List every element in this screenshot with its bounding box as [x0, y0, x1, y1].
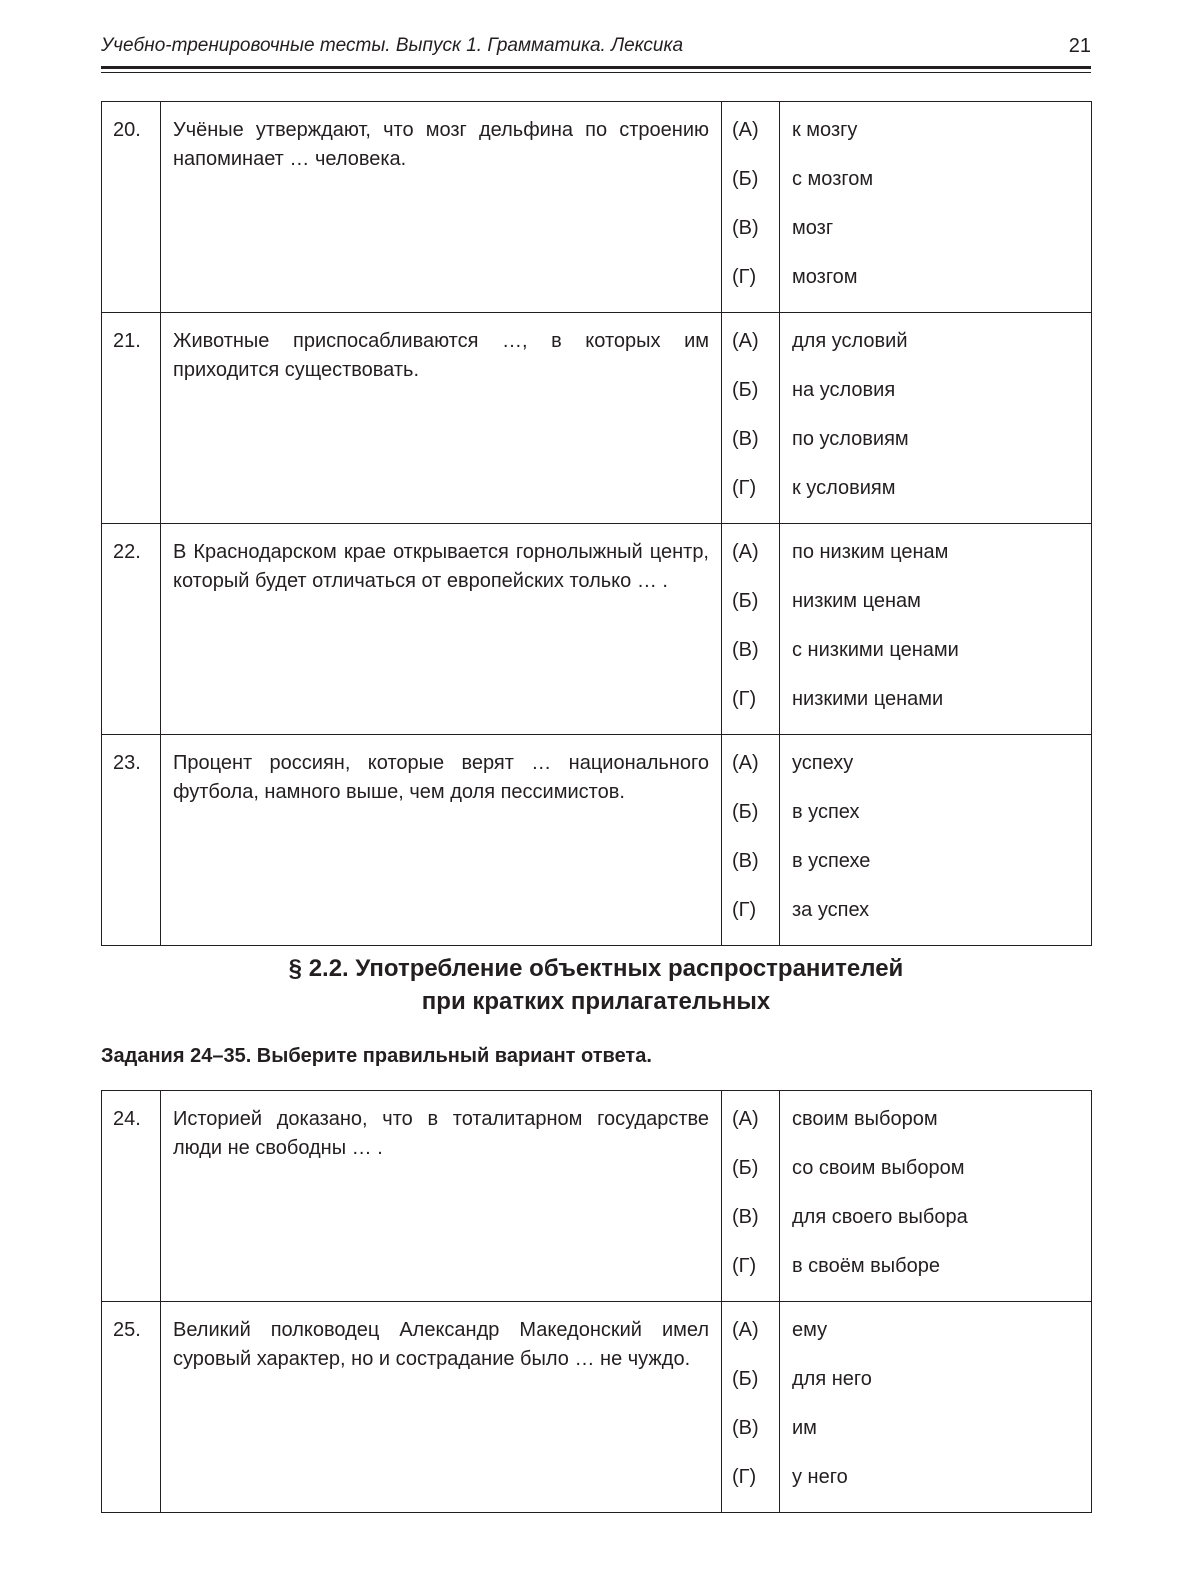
option-letter: (Г)	[732, 266, 757, 288]
option-answer: мозг	[792, 217, 834, 239]
option-letter: (Г)	[732, 899, 757, 921]
option-answer: в успех	[792, 801, 860, 823]
header-rule-thin	[101, 72, 1091, 73]
question-row	[102, 313, 1092, 524]
section-title	[101, 952, 1091, 1018]
question-row	[102, 524, 1092, 735]
section-title-line-1: § 2.2. Употребление объектных распространителей	[288, 955, 904, 982]
option-answers	[780, 735, 1092, 946]
question-number: 21.	[102, 313, 161, 524]
option-answer: с мозгом	[792, 168, 874, 190]
option-letter: (А)	[732, 1319, 759, 1341]
option-letter: (А)	[732, 752, 759, 774]
question-row	[102, 1091, 1092, 1302]
option-letters	[722, 1091, 780, 1302]
option-answer: им	[792, 1417, 817, 1439]
option-answer: успеху	[792, 752, 854, 774]
option-letter: (А)	[732, 1108, 759, 1130]
question-text: В Краснодарском крае открывается горнолыжный центр, который будет отличаться от европейских только … .	[161, 524, 722, 735]
option-letter: (Б)	[732, 1368, 759, 1390]
option-answer: в своём выборе	[792, 1255, 940, 1277]
option-answer: в успехе	[792, 850, 871, 872]
question-table-1	[101, 101, 1092, 946]
option-letter: (А)	[732, 330, 759, 352]
option-letter: (Г)	[732, 1255, 757, 1277]
option-answer: с низкими ценами	[792, 639, 959, 661]
option-answer: со своим выбором	[792, 1157, 965, 1179]
option-answer: по условиям	[792, 428, 909, 450]
page-number: 21	[1068, 35, 1091, 57]
question-text: Процент россиян, которые верят … национального футбола, намного выше, чем доля пессимистов.	[161, 735, 722, 946]
option-letter: (В)	[732, 850, 759, 872]
task-instruction: Задания 24–35. Выберите правильный вариант ответа.	[101, 1045, 652, 1067]
option-answer: за успех	[792, 899, 870, 921]
option-answer: низким ценам	[792, 590, 921, 612]
question-number: 22.	[102, 524, 161, 735]
option-letters	[722, 1302, 780, 1513]
option-letter: (Б)	[732, 379, 759, 401]
question-row	[102, 735, 1092, 946]
option-letter: (В)	[732, 1206, 759, 1228]
option-letter: (Б)	[732, 590, 759, 612]
question-table-2	[101, 1090, 1092, 1513]
question-text: Животные приспосабливаются …, в которых им приходится существовать.	[161, 313, 722, 524]
option-letters	[722, 524, 780, 735]
option-answer: на условия	[792, 379, 896, 401]
option-answers	[780, 313, 1092, 524]
page-header	[101, 32, 1091, 60]
option-answer: для него	[792, 1368, 872, 1390]
option-letter: (В)	[732, 1417, 759, 1439]
option-answers	[780, 1302, 1092, 1513]
option-answer: к мозгу	[792, 119, 858, 141]
header-rule-thick	[101, 66, 1091, 69]
option-answer: у него	[792, 1466, 848, 1488]
option-answer: по низким ценам	[792, 541, 949, 563]
option-letter: (В)	[732, 428, 759, 450]
option-letter: (Б)	[732, 801, 759, 823]
option-letters	[722, 735, 780, 946]
running-header-title: Учебно-тренировочные тесты. Выпуск 1. Грамматика. Лексика	[101, 35, 684, 56]
option-answer: для своего выбора	[792, 1206, 968, 1228]
option-answer: низкими ценами	[792, 688, 944, 710]
option-answer: для условий	[792, 330, 908, 352]
option-letters	[722, 313, 780, 524]
option-letter: (Б)	[732, 168, 759, 190]
question-number: 25.	[102, 1302, 161, 1513]
option-letter: (Г)	[732, 688, 757, 710]
option-letter: (Б)	[732, 1157, 759, 1179]
question-row	[102, 1302, 1092, 1513]
question-text: Историей доказано, что в тоталитарном государстве люди не свободны … .	[161, 1091, 722, 1302]
option-answers	[780, 102, 1092, 313]
option-answers	[780, 524, 1092, 735]
option-answer: мозгом	[792, 266, 858, 288]
section-title-line-2: при кратких прилагательных	[421, 988, 771, 1015]
option-answer: ему	[792, 1319, 828, 1341]
question-row	[102, 102, 1092, 313]
question-number: 24.	[102, 1091, 161, 1302]
option-letter: (В)	[732, 217, 759, 239]
option-letters	[722, 102, 780, 313]
option-answers	[780, 1091, 1092, 1302]
option-answer: своим выбором	[792, 1108, 938, 1130]
option-answer: к условиям	[792, 477, 896, 499]
option-letter: (Г)	[732, 1466, 757, 1488]
option-letter: (В)	[732, 639, 759, 661]
question-number: 20.	[102, 102, 161, 313]
question-number: 23.	[102, 735, 161, 946]
question-text: Великий полководец Александр Македонский имел суровый характер, но и сострадание было … не чуждо.	[161, 1302, 722, 1513]
option-letter: (А)	[732, 541, 759, 563]
question-text: Учёные утверждают, что мозг дельфина по строению напоминает … человека.	[161, 102, 722, 313]
option-letter: (Г)	[732, 477, 757, 499]
option-letter: (А)	[732, 119, 759, 141]
